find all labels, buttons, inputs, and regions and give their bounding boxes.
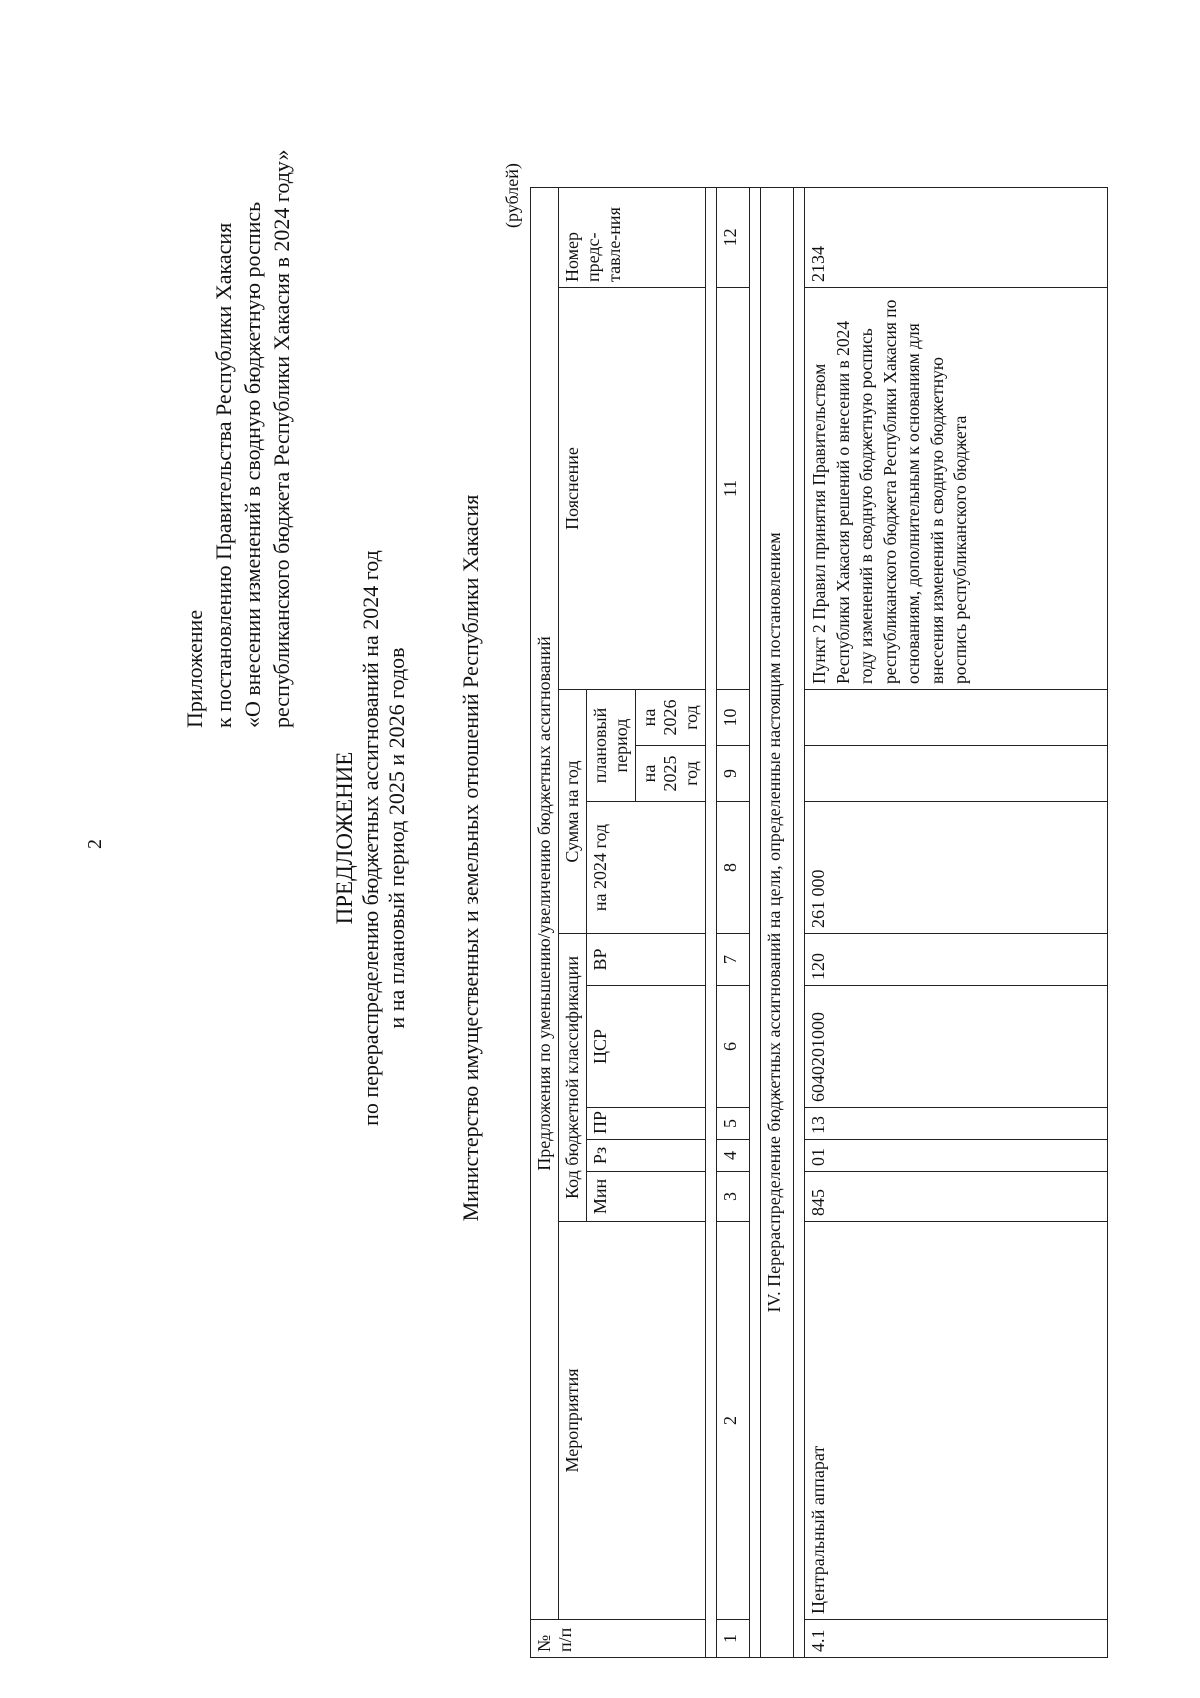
appendix-line: республиканского бюджета Республики Хакасия в 2024 году» bbox=[269, 149, 294, 728]
page-number: 2 bbox=[84, 839, 106, 849]
col-rz-header: Рз bbox=[587, 1140, 706, 1172]
row-number: 4.1 bbox=[805, 1620, 1108, 1658]
index-cell: 5 bbox=[717, 1108, 750, 1140]
spacer-cell bbox=[794, 187, 805, 1657]
section-heading: IV. Перераспределение бюджетных ассигнований на цели, определенные настоящим постановлением bbox=[761, 187, 794, 1657]
title-line: и на плановый период 2025 и 2026 годов bbox=[384, 647, 409, 1029]
title-line: по перераспределению бюджетных ассигнований на 2024 год bbox=[358, 550, 383, 1126]
col-sum-header: Сумма на год bbox=[559, 690, 587, 934]
appendix-header bbox=[180, 150, 296, 728]
row-sum-2024: 261 000 bbox=[805, 802, 1108, 934]
index-cell: 2 bbox=[717, 1222, 750, 1620]
row-sum-2026 bbox=[805, 690, 1108, 746]
col-num-header: Номер предс-тавле-ния bbox=[559, 187, 706, 287]
row-min: 845 bbox=[805, 1172, 1108, 1222]
index-row bbox=[717, 187, 750, 1657]
index-cell: 8 bbox=[717, 802, 750, 934]
index-cell: 3 bbox=[717, 1172, 750, 1222]
col-code-header: Код бюджетной классификации bbox=[559, 934, 587, 1222]
index-cell: 9 bbox=[717, 746, 750, 802]
col-csr-header: ЦСР bbox=[587, 986, 706, 1108]
header-row bbox=[559, 187, 587, 1657]
index-cell: 11 bbox=[717, 288, 750, 690]
row-submission-number: 2134 bbox=[805, 187, 1108, 287]
col-pr-header: ПР bbox=[587, 1108, 706, 1140]
spacer-row bbox=[706, 187, 717, 1657]
col-min-header: Мин bbox=[587, 1172, 706, 1222]
section-row bbox=[761, 187, 794, 1657]
index-cell: 7 bbox=[717, 934, 750, 986]
ministry-name: Министерство имущественных и земельных отношений Республики Хакасия bbox=[458, 494, 483, 1222]
appendix-line: к постановлению Правительства Республики Хакасия bbox=[211, 222, 236, 728]
col-no-header: № п/п bbox=[531, 1620, 706, 1658]
col-2026-header: на 2026 год bbox=[636, 690, 706, 746]
index-cell: 4 bbox=[717, 1140, 750, 1172]
spacer-row bbox=[750, 187, 761, 1657]
row-vr: 120 bbox=[805, 934, 1108, 986]
index-cell: 6 bbox=[717, 986, 750, 1108]
col-expl-header: Пояснение bbox=[559, 288, 706, 690]
col-event-header: Мероприятия bbox=[559, 1222, 706, 1620]
index-cell: 1 bbox=[717, 1620, 750, 1658]
row-sum-2025 bbox=[805, 746, 1108, 802]
document-title bbox=[332, 478, 410, 1198]
spacer-cell bbox=[706, 187, 717, 1657]
units-label: (рублей) bbox=[502, 163, 522, 228]
header-span: Предложения по уменьшению/увеличению бюджетных ассигнований bbox=[531, 187, 559, 1619]
table-row bbox=[805, 187, 1108, 1657]
col-2025-header: на 2025 год bbox=[636, 746, 706, 802]
appendix-line: Приложение bbox=[182, 609, 207, 728]
col-plan-header: плановый период bbox=[587, 690, 636, 802]
header-row bbox=[531, 187, 559, 1657]
spacer-cell bbox=[750, 187, 761, 1657]
appendix-line: «О внесении изменений в сводную бюджетную роспись bbox=[240, 201, 265, 728]
index-cell: 10 bbox=[717, 690, 750, 746]
col-2024-header: на 2024 год bbox=[587, 802, 706, 934]
row-event: Центральный аппарат bbox=[805, 1222, 1108, 1620]
row-pr: 13 bbox=[805, 1108, 1108, 1140]
title-main: ПРЕДЛОЖЕНИЕ bbox=[332, 751, 357, 925]
allocation-table bbox=[530, 187, 1108, 1658]
row-csr: 6040201000 bbox=[805, 986, 1108, 1108]
spacer-row bbox=[794, 187, 805, 1657]
row-explanation: Пункт 2 Правил принятия Правительством Республики Хакасия решений о внесении в 2024 году изменений в сводную бюджетную роспись республиканского бюджета Республики Хакасия по основаниям, дополнительным к основаниям для внесения изменений в сводную бюджетную роспись республиканского бюджета bbox=[805, 288, 1108, 690]
row-rz: 01 bbox=[805, 1140, 1108, 1172]
col-vr-header: ВР bbox=[587, 934, 706, 986]
index-cell: 12 bbox=[717, 187, 750, 287]
